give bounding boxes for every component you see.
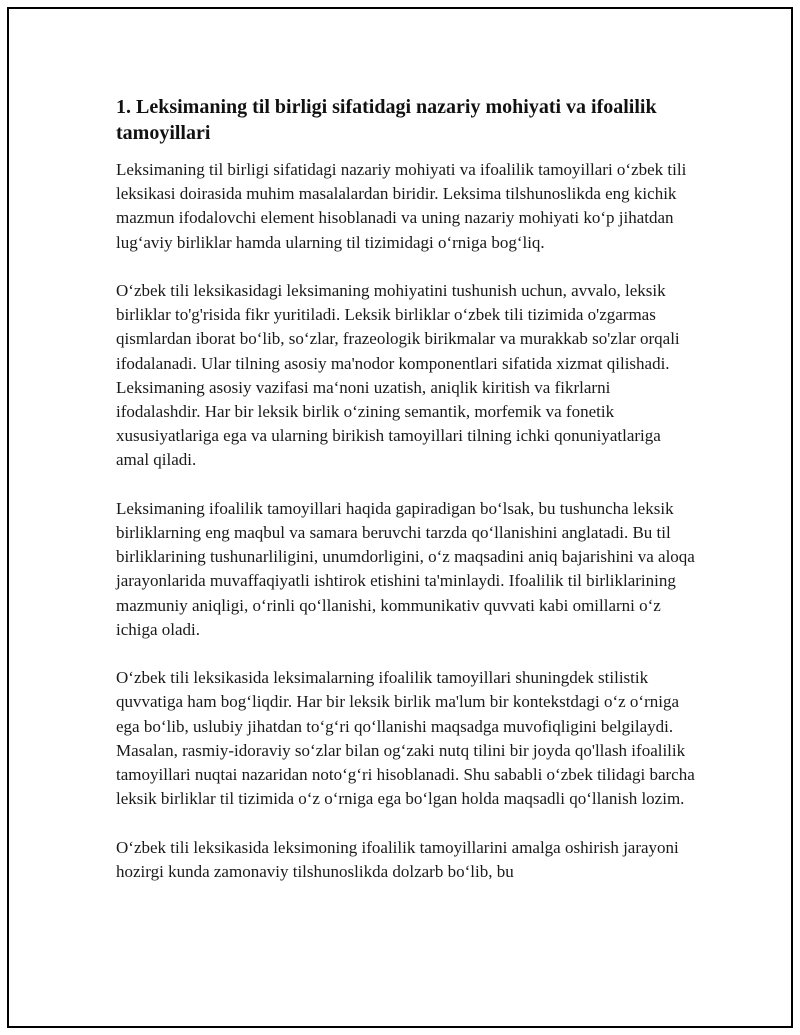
paragraph-5: O‘zbek tili leksikasida leksimoning ifoalilik tamoyillarini amalga oshirish jarayoni hozirgi kunda zamonaviy tilshunoslikda dolzarb bo‘lib, bu xyxy=(116,837,679,881)
paragraph-3: Leksimaning ifoalilik tamoyillari haqida gapiradigan bo‘lsak, bu tushuncha leksik birliklarning eng maqbul va samara beruvchi tarzda qo‘llanishini anglatadi. Bu til birliklarining tushunarliligini, unumdorligini, o‘z maqsadini aniq bajarishini va aloqa jarayonlarida muvaffaqiyatli ishtirok etishini ta'minlaydi. Ifoalilik til birliklarining mazmuniy aniqligi, o‘rinli qo‘llanishi, kommunikativ quvvati kabi omillarni o‘z ichiga oladi. xyxy=(116,498,695,639)
section-heading: 1. Leksimaning til birligi sifatidagi nazariy mohiyati va ifoalilik tamoyillari xyxy=(116,96,657,144)
document-body xyxy=(116,94,696,908)
paragraph-1: Leksimaning til birligi sifatidagi nazariy mohiyati va ifoalilik tamoyillari o‘zbek tili leksikasi doirasida muhim masalalardan biridir. Leksima tilshunoslikda eng kichik mazmun ifodalovchi element hisoblanadi va uning nazariy mohiyati ko‘p jihatdan lug‘aviy birliklar hamda ularning til tizimidagi o‘rniga bog‘liq. xyxy=(116,160,687,252)
paragraph-4: O‘zbek tili leksikasida leksimalarning ifoalilik tamoyillari shuningdek stilistik quvvatiga ham bog‘liqdir. Har bir leksik birlik ma'lum bir kontekstdagi o‘z o‘rniga ega bo‘lib, uslubiy jihatdan to‘g‘ri qo‘llanishi maqsadga muvofiqligini belgilaydi. Masalan, rasmiy-idoraviy so‘zlar bilan og‘zaki nutq tilini bir joyda qo'llash ifoalilik tamoyillari nuqtai nazaridan noto‘g‘ri hisoblanadi. Shu sababli o‘zbek tilidagi barcha leksik birliklar til tizimida o‘z o‘rniga ega bo‘lgan holda maqsadli qo‘llanish lozim. xyxy=(116,668,695,809)
paragraph-2: O‘zbek tili leksikasidagi leksimaning mohiyatini tushunish uchun, avvalo, leksik birliklar to'g'risida fikr yuritiladi. Leksik birliklar o‘zbek tili tizimida o'zgarmas qismlardan iborat bo‘lib, so‘zlar, frazeologik birikmalar va murakkab so'zlar orqali ifodalanadi. Ular tilning asosiy ma'nodor komponentlari sifatida xizmat qilishadi. Leksimaning asosiy vazifasi ma‘noni uzatish, aniqlik kiritish va fikrlarni ifodalashdir. Har bir leksik birlik o‘zining semantik, morfemik va fonetik xususiyatlariga ega va ularning birikish tamoyillari tilning ichki qonuniyatlariga amal qiladi. xyxy=(116,281,680,470)
